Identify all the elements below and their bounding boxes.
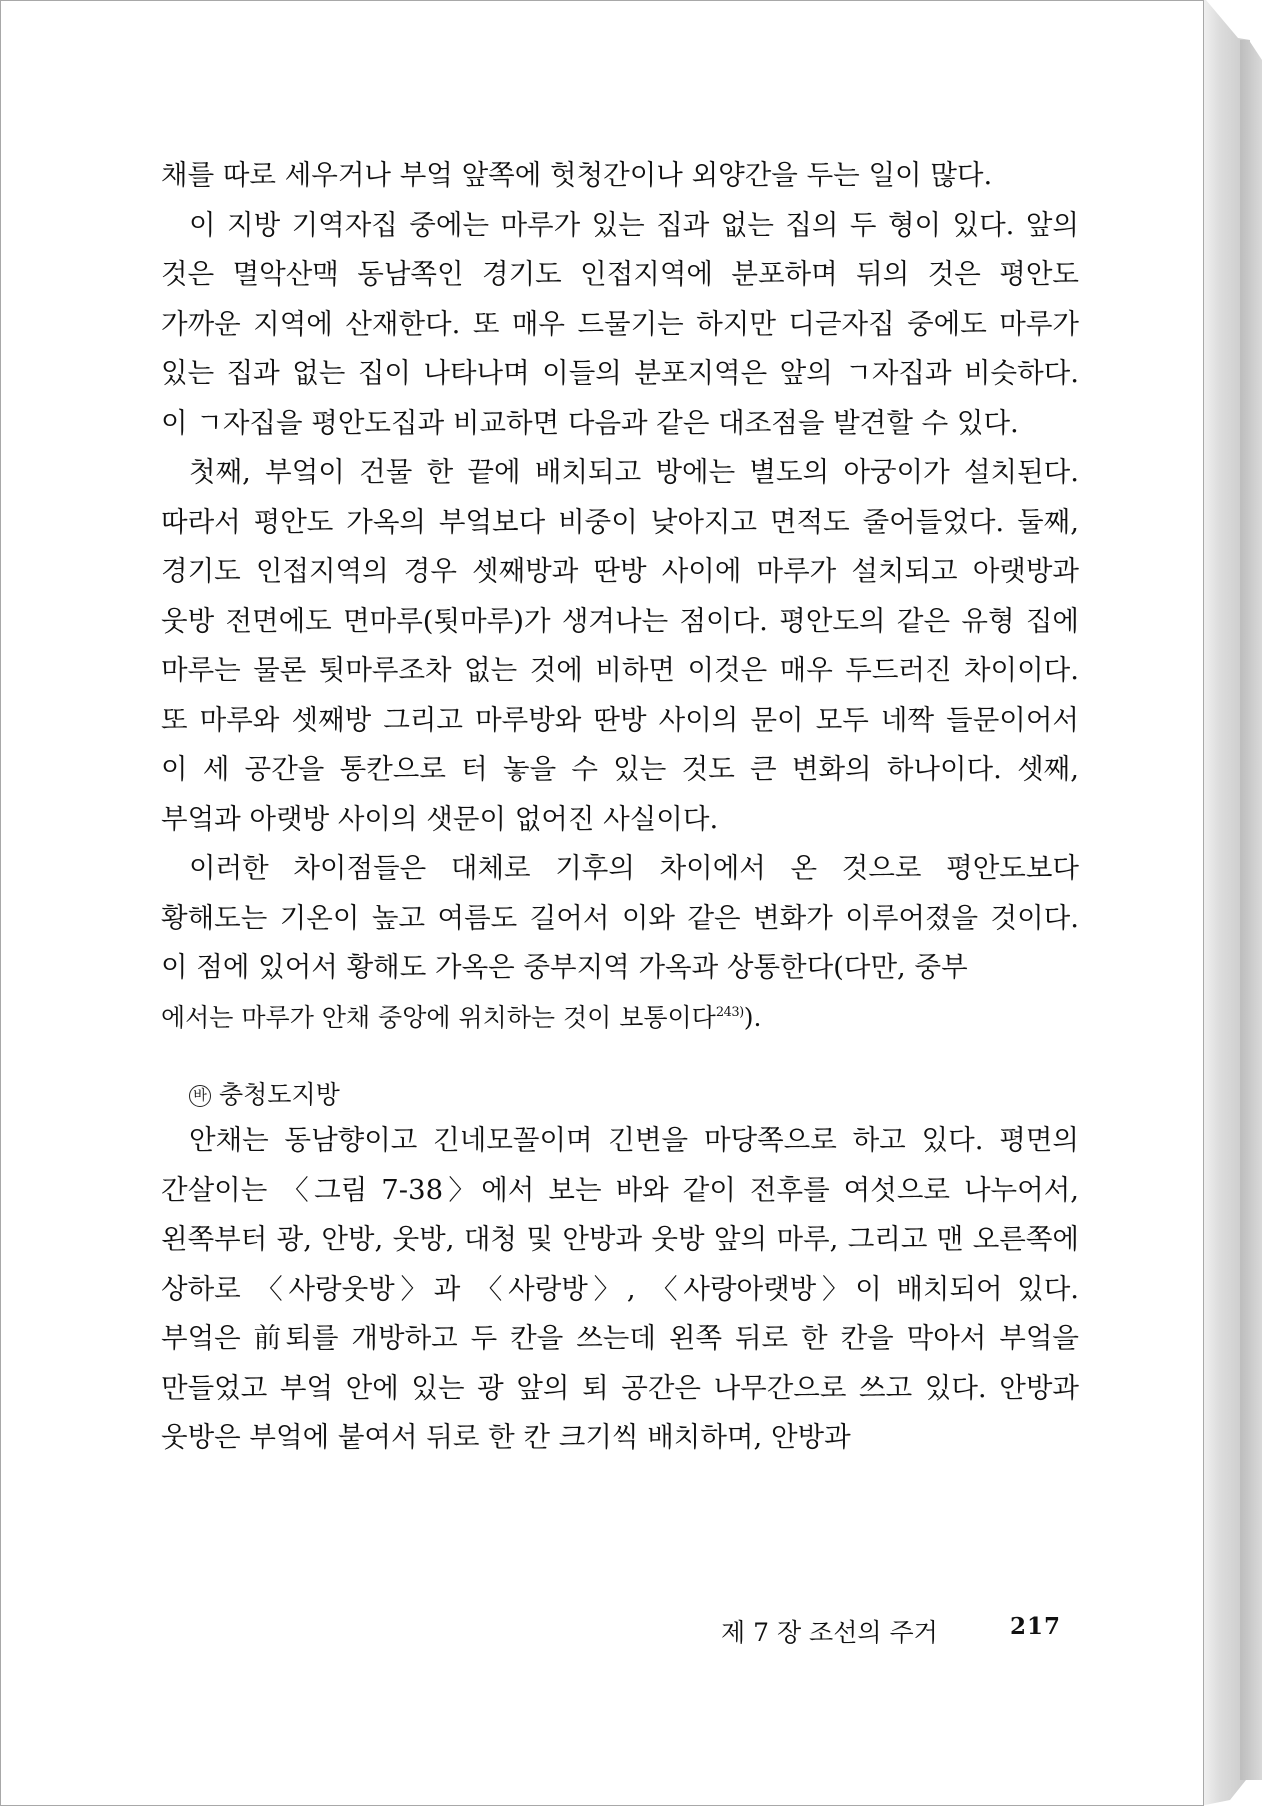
- footnote-ref: 243): [715, 1004, 744, 1020]
- section-heading-text: 충청도지방: [219, 1080, 340, 1109]
- paragraph-4: 이러한 차이점들은 대체로 기후의 차이에서 온 것으로 평안도보다 황해도는 기온이 높고 여름도 길어서 이와 같은 변화가 이루어졌을 것이다. 이 점에 있어서 황해도 가옥은 중부지역 가옥과 상통한다(다만, 중부: [161, 852, 1079, 983]
- body-text: [161, 151, 1079, 1463]
- section-heading: [161, 1074, 1079, 1116]
- paragraph-3: 첫째, 부엌이 건물 한 끝에 배치되고 방에는 별도의 아궁이가 설치된다. 따라서 평안도 가옥의 부엌보다 비중이 낮아지고 면적도 줄어들었다. 둘째, 경기도 인접지역의 경우 셋째방과 딴방 사이에 마루가 설치되고 아랫방과 웃방 전면에도 면마루(툇마루)가 생겨나는 점이다. 평안도의 같은 유형 집에 마루는 물론 툇마루조차 없는 것에 비하면 이것은 매우 두드러진 차이이다. 또 마루와 셋째방 그리고 마루방와 딴방 사이의 문이 모두 네짝 들문이어서 이 세 공간을 통칸으로 터 놓을 수 있는 것도 큰 변화의 하나이다. 셋째, 부엌과 아랫방 사이의 샛문이 없어진 사실이다.: [161, 456, 1079, 835]
- section-gap: [161, 1042, 1079, 1074]
- last-line-tail: ).: [743, 1002, 762, 1032]
- paragraph-1: 채를 따로 세우거나 부엌 앞쪽에 헛청간이나 외양간을 두는 일이 많다.: [161, 159, 993, 191]
- paragraph-2: 이 지방 기역자집 중에는 마루가 있는 집과 없는 집의 두 형이 있다. 앞의 것은 멸악산맥 동남쪽인 경기도 인접지역에 분포하며 뒤의 것은 평안도 가까운 지역에 산재한다. 또 매우 드물기는 하지만 디귿자집 중에도 마루가 있는 집과 없는 집이 나타나며 이들의 분포지역은 앞의 ㄱ자집과 비슷하다. 이 ㄱ자집을 평안도집과 비교하면 다음과 같은 대조점을 발견할 수 있다.: [161, 208, 1079, 439]
- last-line-text: 에서는 마루가 안채 중앙에 위치하는 것이 보통이다: [161, 1002, 716, 1032]
- chapter-title: 제 7 장 조선의 주거: [721, 1618, 938, 1647]
- page-number: 217: [1009, 1613, 1061, 1640]
- page-footer: [721, 1613, 1061, 1653]
- paragraph-4-last-line: [161, 993, 1079, 1043]
- paragraph-5: 안채는 동남향이고 긴네모꼴이며 긴변을 마당쪽으로 하고 있다. 평면의 간살이는 〈그림 7-38〉에서 보는 바와 같이 전후를 여섯으로 나누어서, 왼쪽부터 광, 안방, 웃방, 대청 및 안방과 웃방 앞의 마루, 그리고 맨 오른쪽에 상하로 〈사랑웃방〉과 〈사랑방〉, 〈사랑아랫방〉이 배치되어 있다. 부엌은 前퇴를 개방하고 두 칸을 쓰는데 왼쪽 뒤로 한 칸을 막아서 부엌을 만들었고 부엌 안에 있는 광 앞의 퇴 공간은 나무간으로 쓰고 있다. 안방과 웃방은 부엌에 붙여서 뒤로 한 칸 크기씩 배치하며, 안방과: [161, 1124, 1079, 1453]
- page-edge-shadow: [1240, 40, 1262, 1780]
- section-marker: 바: [189, 1085, 211, 1107]
